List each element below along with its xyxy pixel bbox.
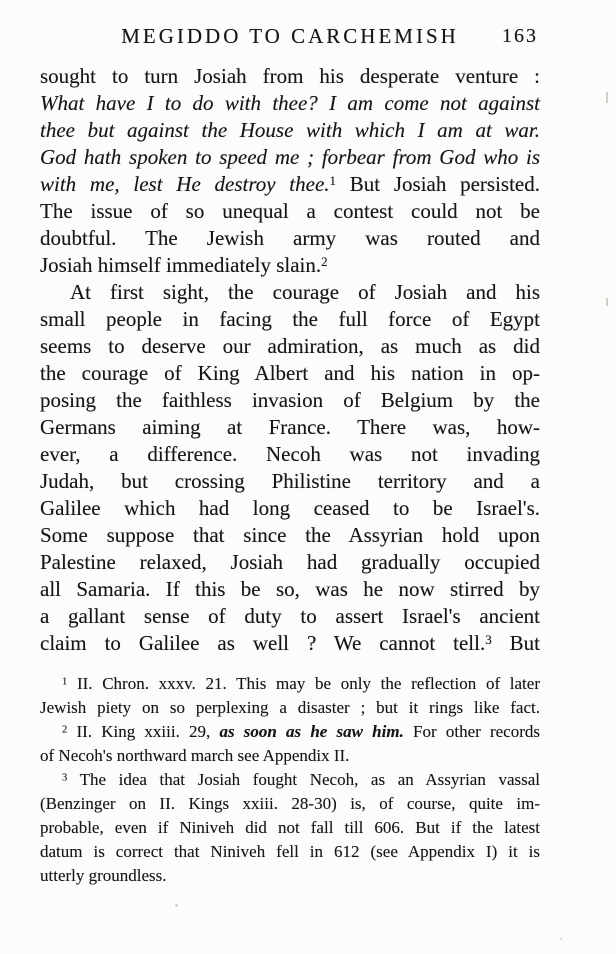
text-segment: Galilee which had long ceased to be Israel's. bbox=[40, 496, 540, 520]
text-segment: as soon as he saw him. bbox=[219, 722, 404, 741]
footnote-marker: 2 bbox=[62, 724, 68, 736]
text-line bbox=[40, 279, 540, 306]
footnote bbox=[40, 720, 540, 768]
text-line bbox=[40, 603, 540, 630]
text-segment: a gallant sense of duty to assert Israel's ancient bbox=[40, 604, 540, 628]
text-segment: claim to Galilee as well ? We cannot tell. bbox=[40, 631, 486, 655]
text-segment: The issue of so unequal a contest could not be bbox=[40, 199, 540, 223]
text-line bbox=[40, 576, 540, 603]
text-segment: II. King xxiii. 29, bbox=[67, 722, 220, 741]
text-segment: all Samaria. If this be so, was he now stirred by bbox=[40, 577, 540, 601]
text-line bbox=[40, 468, 540, 495]
text-line bbox=[40, 864, 540, 888]
footnote-marker: 1 bbox=[62, 676, 68, 688]
text-segment: thee but against the House with which I am at war. bbox=[40, 118, 540, 142]
text-segment: with me, lest He destroy thee. bbox=[40, 172, 330, 196]
text-line bbox=[40, 414, 540, 441]
text-segment: seems to deserve our admiration, as much as did bbox=[40, 334, 540, 358]
text-segment: of Necoh's northward march see Appendix II. bbox=[40, 746, 350, 765]
text-line bbox=[40, 744, 540, 768]
text-segment: Jewish piety on so perplexing a disaster ; but it rings like fact. bbox=[40, 698, 540, 717]
text-segment: Some suppose that since the Assyrian hold upon bbox=[40, 523, 540, 547]
text-line bbox=[40, 792, 540, 816]
text-line bbox=[40, 630, 540, 657]
footnote bbox=[40, 672, 540, 720]
scan-artifact bbox=[175, 904, 178, 907]
text-segment: utterly groundless. bbox=[40, 866, 167, 885]
text-segment: small people in facing the full force of Egypt bbox=[40, 307, 540, 331]
text-line bbox=[40, 522, 540, 549]
text-segment: datum is correct that Niniveh fell in 612 (see Appendix I) it is bbox=[40, 842, 540, 861]
text-line bbox=[40, 252, 540, 279]
text-line bbox=[40, 495, 540, 522]
text-line bbox=[40, 198, 540, 225]
text-segment: Judah, but crossing Philistine territory and a bbox=[40, 469, 540, 493]
text-line bbox=[40, 816, 540, 840]
text-line bbox=[40, 63, 540, 90]
text-segment: But Josiah persisted. bbox=[336, 172, 541, 196]
text-line bbox=[40, 441, 540, 468]
text-segment: posing the faithless invasion of Belgium by the bbox=[40, 388, 540, 412]
scan-artifact bbox=[560, 938, 562, 940]
text-segment: But bbox=[491, 631, 540, 655]
text-line bbox=[40, 840, 540, 864]
footnote-marker: 1 bbox=[329, 173, 337, 189]
text-segment: Germans aiming at France. There was, how- bbox=[40, 415, 540, 439]
text-segment: The idea that Josiah fought Necoh, as an Assyrian vassal bbox=[67, 770, 540, 789]
text-segment: probable, even if Niniveh did not fall till 606. But if the latest bbox=[40, 818, 540, 837]
text-segment: the courage of King Albert and his nation in op- bbox=[40, 361, 540, 385]
page-title: MEGIDDO TO CARCHEMISH bbox=[121, 24, 459, 48]
text-segment: At first sight, the courage of Josiah and his bbox=[70, 280, 540, 304]
text-segment: doubtful. The Jewish army was routed and bbox=[40, 226, 540, 250]
footnote bbox=[40, 768, 540, 888]
text-line bbox=[40, 144, 540, 171]
text-line bbox=[40, 720, 540, 744]
text-line bbox=[40, 387, 540, 414]
text-line bbox=[40, 360, 540, 387]
text-segment: (Benzinger on II. Kings xxiii. 28-30) is, of course, quite im- bbox=[40, 794, 540, 813]
page-number: 163 bbox=[502, 25, 538, 47]
text-block bbox=[40, 22, 540, 888]
text-line bbox=[40, 117, 540, 144]
running-header bbox=[40, 22, 540, 50]
footnote-marker: 3 bbox=[62, 772, 68, 784]
text-line bbox=[40, 549, 540, 576]
text-line bbox=[40, 696, 540, 720]
text-segment: ever, a difference. Necoh was not invading bbox=[40, 442, 540, 466]
text-line bbox=[40, 768, 540, 792]
text-segment: God hath spoken to speed me ; forbear from God who is bbox=[40, 145, 540, 169]
footnotes bbox=[40, 672, 540, 888]
text-line bbox=[40, 90, 540, 117]
scan-artifact bbox=[606, 92, 608, 103]
text-line bbox=[40, 333, 540, 360]
text-segment: Palestine relaxed, Josiah had gradually occupied bbox=[40, 550, 540, 574]
footnote-marker: 2 bbox=[321, 254, 328, 270]
paragraph bbox=[40, 279, 540, 657]
text-segment: What have I to do with thee? I am come not against bbox=[40, 91, 540, 115]
text-segment: II. Chron. xxxv. 21. This may be only the reflection of later bbox=[67, 674, 540, 693]
text-segment: For other records bbox=[403, 722, 540, 741]
scan-artifact bbox=[606, 298, 608, 306]
paragraph bbox=[40, 63, 540, 279]
text-line bbox=[40, 672, 540, 696]
text-line bbox=[40, 171, 540, 198]
footnote-marker: 3 bbox=[485, 632, 492, 648]
text-segment: sought to turn Josiah from his desperate venture : bbox=[40, 64, 540, 88]
text-line bbox=[40, 225, 540, 252]
text-segment: Josiah himself immediately slain. bbox=[40, 253, 322, 277]
body-text bbox=[40, 63, 540, 657]
text-line bbox=[40, 306, 540, 333]
